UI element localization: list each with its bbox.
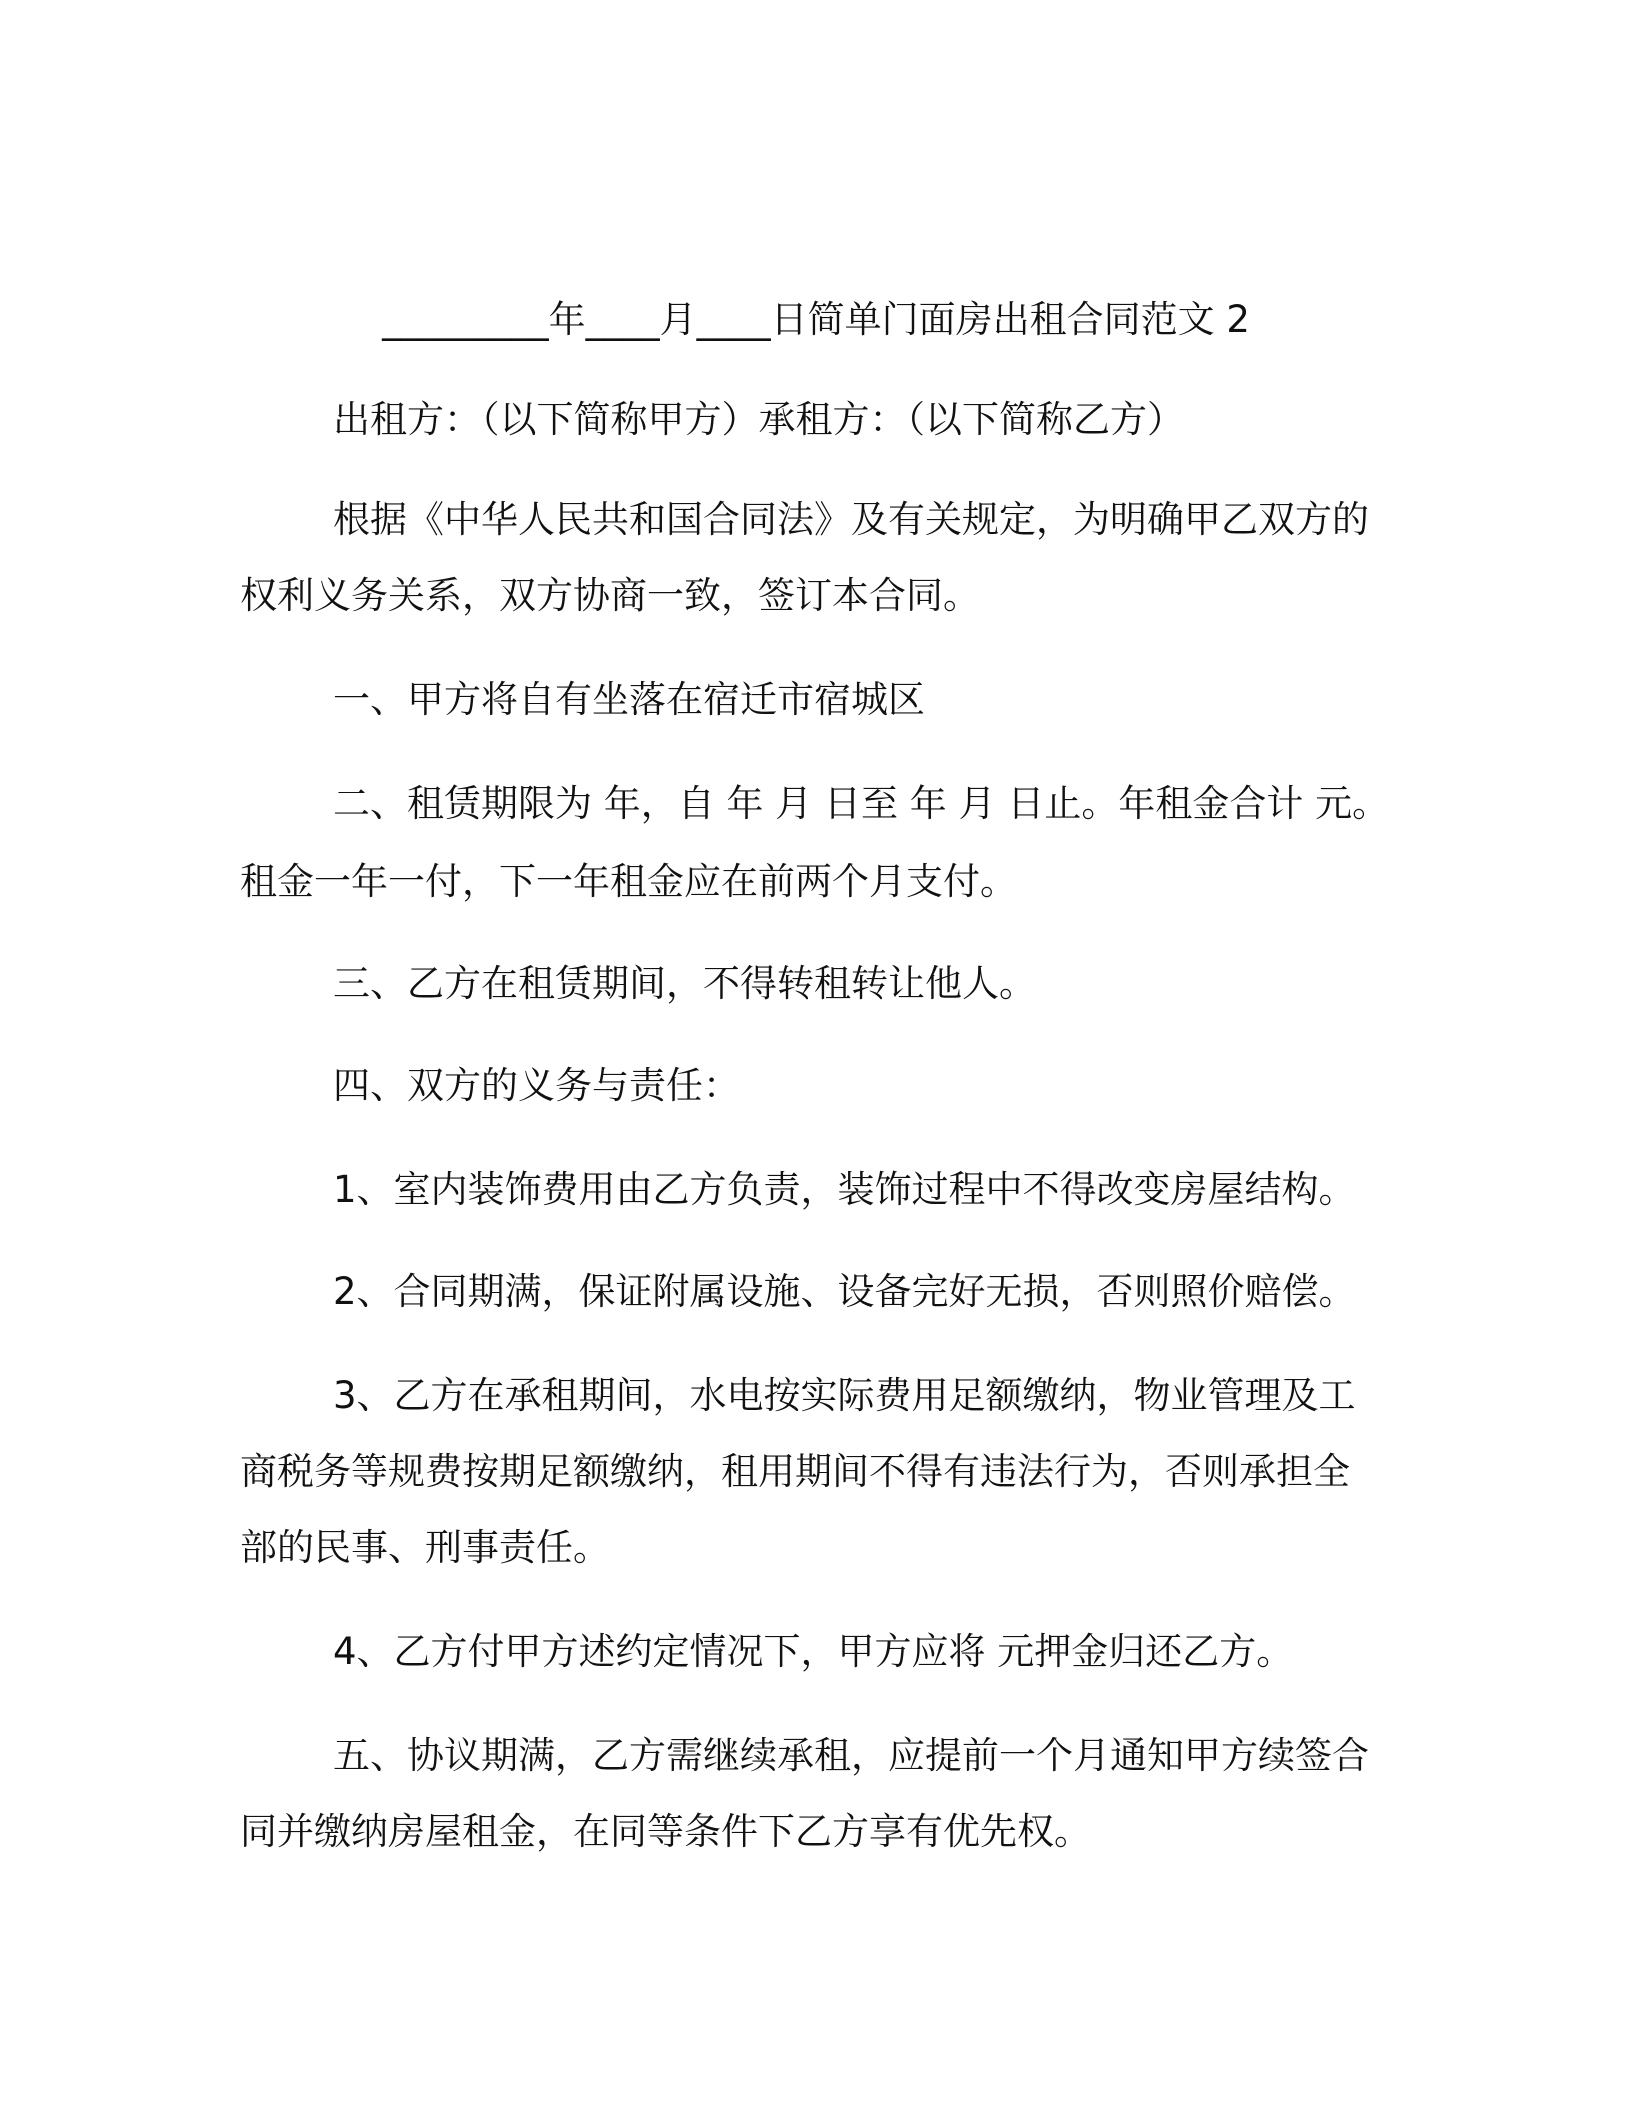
paragraph-line: 租金一年一付，下一年租金应在前两个月支付。 [240,860,1017,903]
paragraph-line: 商税务等规费按期足额缴纳，租用期间不得有违法行为，否则承担全 [240,1450,1350,1493]
paragraph-line: 同并缴纳房屋租金，在同等条件下乙方享有优先权。 [240,1810,1091,1853]
paragraph-line: 3、乙方在承租期间，水电按实际费用足额缴纳，物业管理及工 [333,1374,1356,1417]
paragraph-line: 根据《中华人民共和国合同法》及有关规定，为明确甲乙双方的 [333,498,1369,541]
paragraph-line: 4、乙方付甲方述约定情况下，甲方应将 元押金归还乙方。 [333,1630,1294,1673]
parties-line: 出租方：（以下简称甲方）承租方：（以下简称乙方） [333,398,1184,441]
paragraph-line: 五、协议期满，乙方需继续承租，应提前一个月通知甲方续签合 [333,1734,1369,1777]
paragraph-line: 三、乙方在租赁期间，不得转租转让他人。 [333,962,1036,1005]
paragraph-line: 四、双方的义务与责任： [333,1064,740,1107]
paragraph-line: 部的民事、刑事责任。 [240,1526,610,1569]
paragraph-line: 2、合同期满，保证附属设施、设备完好无损，否则照价赔偿。 [333,1270,1356,1313]
document-title: _________年____月____日简单门面房出租合同范文 2 [382,298,1250,341]
paragraph-line: 权利义务关系，双方协商一致，签订本合同。 [240,574,980,617]
paragraph-line: 1、室内装饰费用由乙方负责，装饰过程中不得改变房屋结构。 [333,1168,1356,1211]
paragraph-line: 一、甲方将自有坐落在宿迁市宿城区 [333,678,925,721]
paragraph-line: 二、租赁期限为 年，自 年 月 日至 年 月 日止。年租金合计 元。 [333,782,1390,825]
